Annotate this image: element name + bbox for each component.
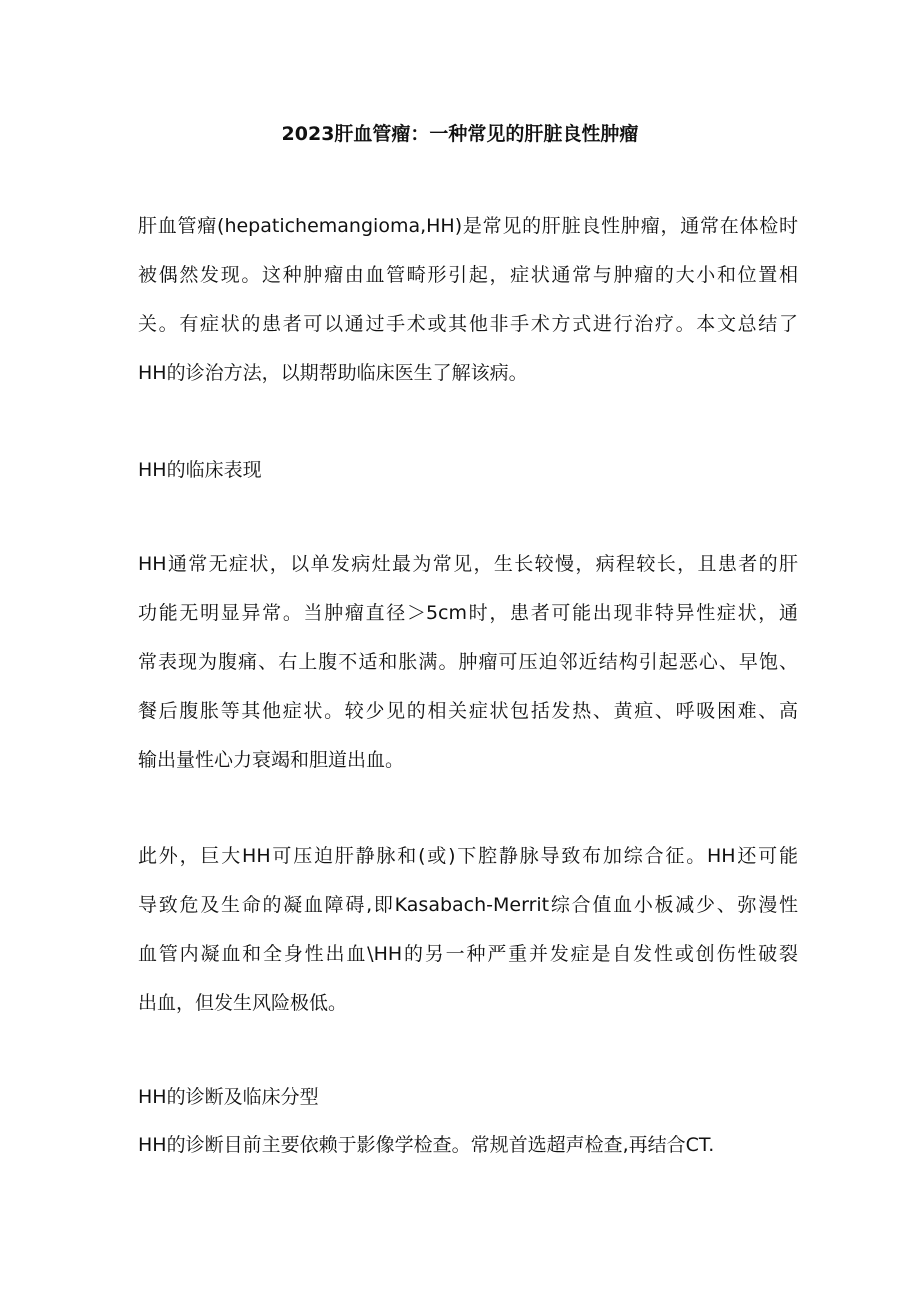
intro-paragraph bbox=[138, 202, 798, 398]
intro-line: 被偶然发现。这种肿瘤由血管畸形引起，症状通常与肿瘤的大小和位置相 bbox=[138, 264, 798, 286]
intro-line: 肝血管瘤(hepatichemangioma,HH)是常见的肝脏良性肿瘤，通常在体检时 bbox=[138, 215, 798, 237]
complication-line: 血管内凝血和全身性出血\HH的另一种严重并发症是自发性或创伤性破裂 bbox=[138, 943, 798, 965]
clinical-line: 餐后腹胀等其他症状。较少见的相关症状包括发热、黄疸、呼吸困难、高 bbox=[138, 700, 798, 722]
complication-paragraph bbox=[138, 832, 798, 1028]
clinical-line: HH通常无症状，以单发病灶最为常见，生长较慢，病程较长，且患者的肝 bbox=[138, 553, 798, 575]
section-heading-diagnosis: HH的诊断及临床分型 bbox=[138, 1086, 319, 1108]
complication-line: 出血，但发生风险极低。 bbox=[138, 992, 348, 1014]
intro-line: 关。有症状的患者可以通过手术或其他非手术方式进行治疗。本文总结了 bbox=[138, 313, 798, 335]
complication-line: 此外，巨大HH可压迫肝静脉和(或)下腔静脉导致布加综合征。HH还可能 bbox=[138, 845, 798, 867]
clinical-paragraph bbox=[138, 540, 798, 785]
section-heading-clinical: HH的临床表现 bbox=[138, 459, 262, 481]
clinical-line: 输出量性心力衰竭和胆道出血。 bbox=[138, 749, 405, 771]
clinical-line: 功能无明显异常。当肿瘤直径＞5cm时，患者可能出现非特异性症状，通 bbox=[138, 602, 798, 624]
diagnosis-paragraph bbox=[138, 1121, 798, 1170]
document-title: 2023肝血管瘤：一种常见的肝脏良性肿瘤 bbox=[281, 123, 639, 145]
clinical-line: 常表现为腹痛、右上腹不适和胀满。肿瘤可压迫邻近结构引起恶心、早饱、 bbox=[138, 651, 798, 673]
intro-line: HH的诊治方法，以期帮助临床医生了解该病。 bbox=[138, 362, 528, 384]
complication-line: 导致危及生命的凝血障碍,即Kasabach-Merrit综合值血小板减少、弥漫性 bbox=[138, 894, 798, 916]
diagnosis-line: HH的诊断目前主要依赖于影像学检查。常规首选超声检查,再结合CT. bbox=[138, 1134, 715, 1156]
